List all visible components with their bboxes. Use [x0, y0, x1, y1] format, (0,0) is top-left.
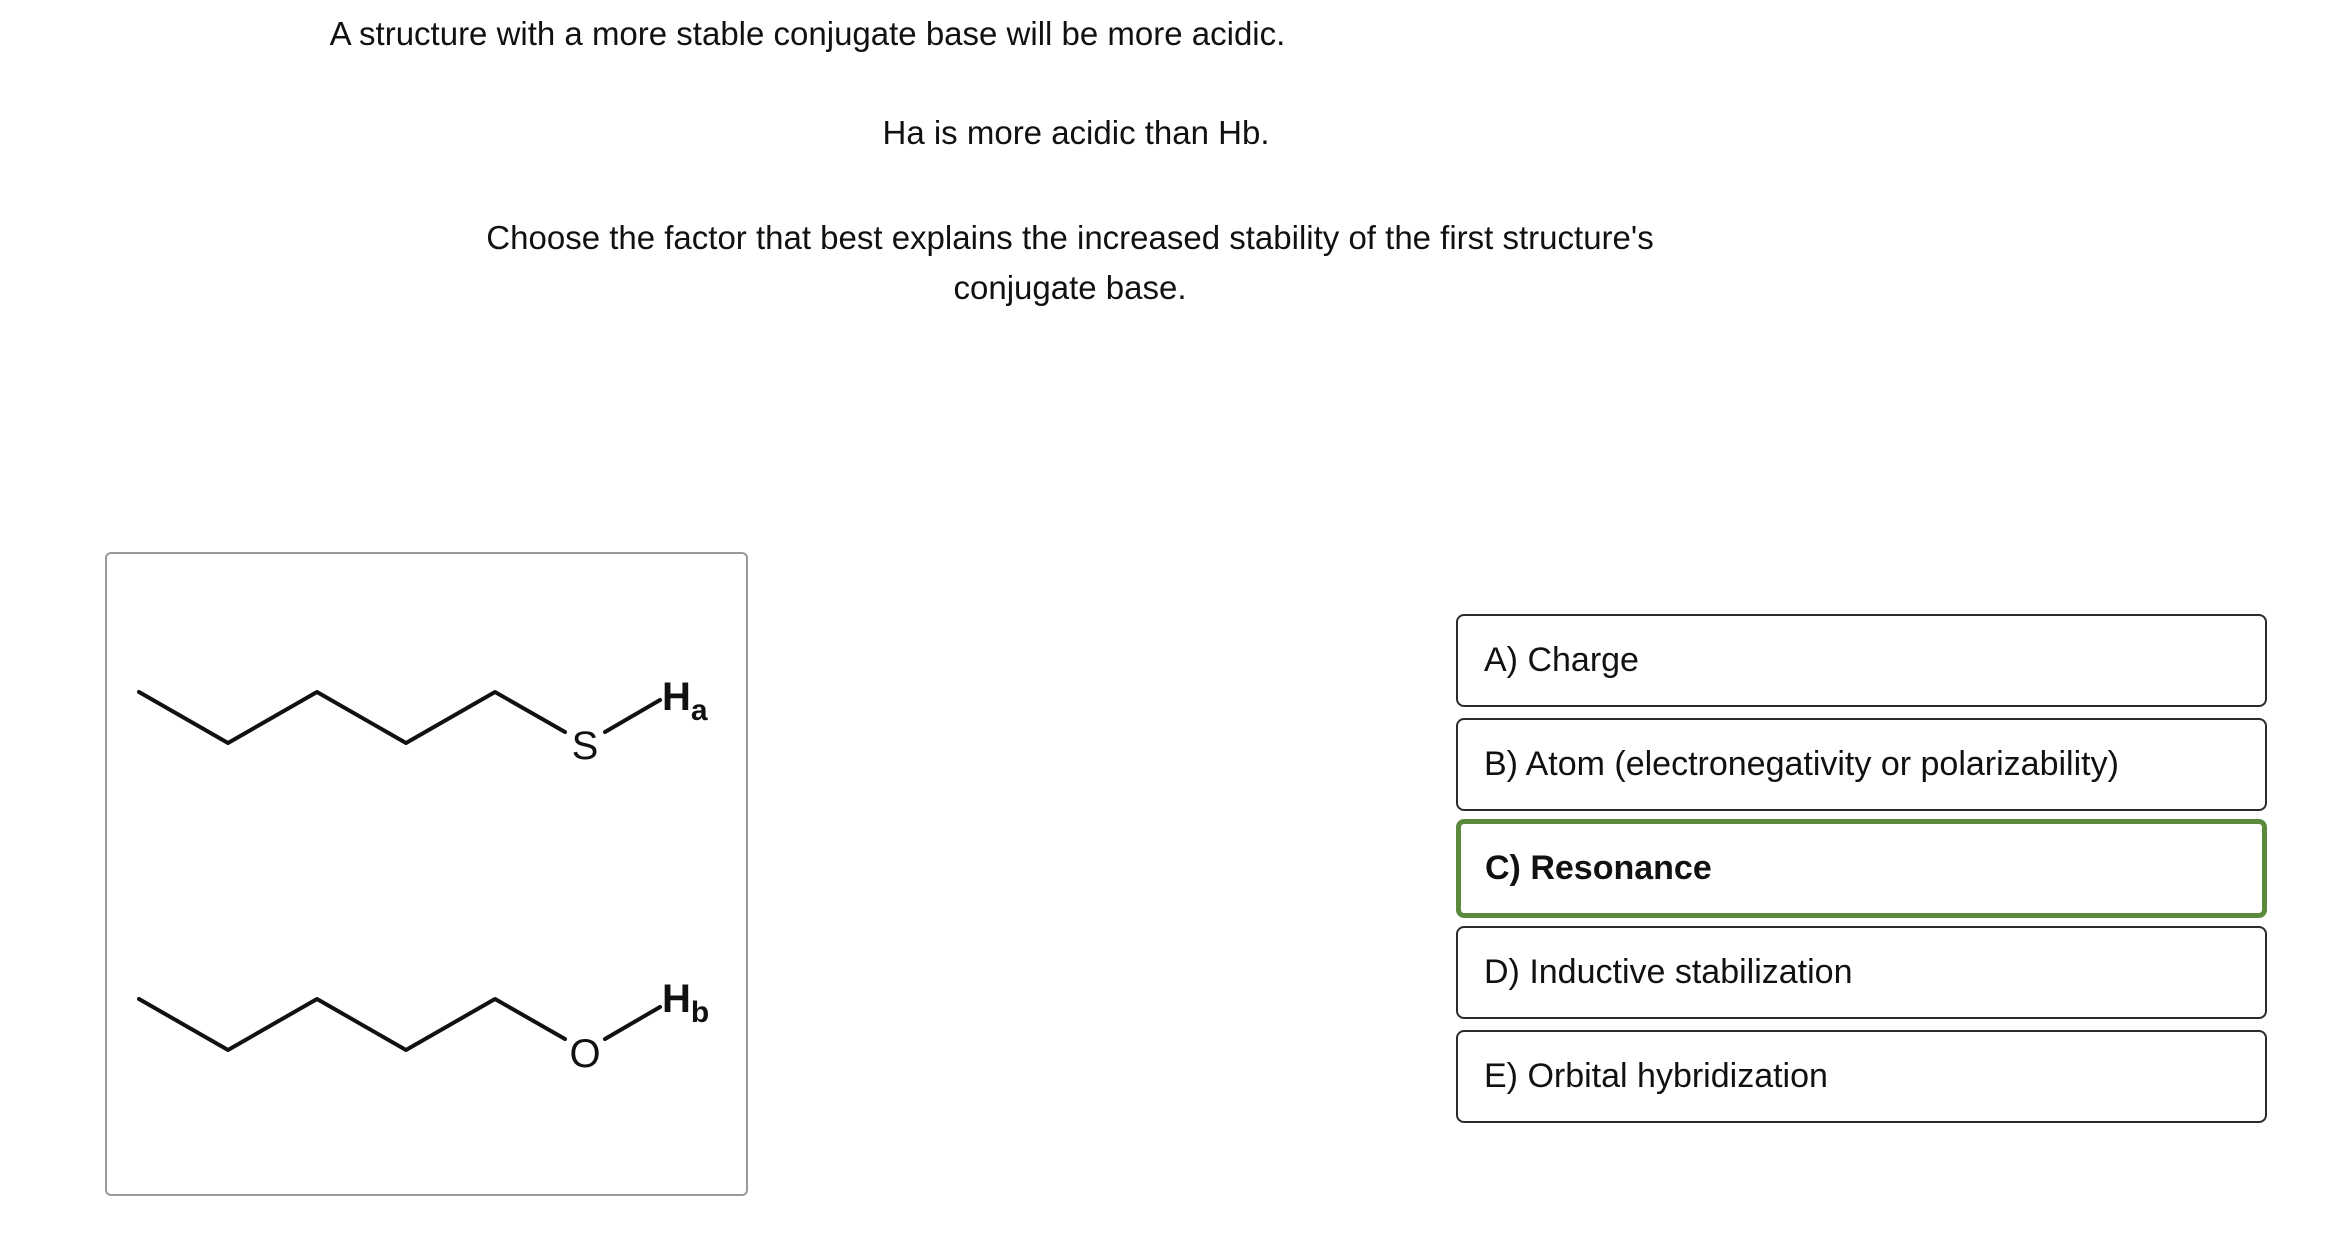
thiol-carbon-chain — [139, 692, 565, 743]
alcohol-carbon-chain — [139, 999, 565, 1050]
intro-text: A structure with a more stable conjugate base will be more acidic. — [329, 15, 1286, 52]
thiol-sulfur-label: S — [571, 724, 599, 768]
structure-panel — [105, 552, 748, 1196]
thiol-s-h-bond — [605, 700, 660, 732]
thiol-h-subscript: a — [690, 694, 708, 727]
answer-options — [1456, 614, 2267, 1134]
option-a-charge[interactable]: A) Charge — [1456, 614, 2267, 707]
molecule-drawing — [107, 554, 750, 1198]
alcohol-h: H — [662, 977, 691, 1021]
claim-text: Ha is more acidic than Hb. — [882, 114, 1270, 151]
alcohol-o-h-bond — [605, 1007, 660, 1039]
question-prompt: Choose the factor that best explains the increased stability of the first structure's conjugate base. — [486, 219, 1654, 306]
option-e-hybridization[interactable]: E) Orbital hybridization — [1456, 1030, 2267, 1123]
alcohol-hydrogen-label — [662, 977, 709, 1029]
option-b-atom[interactable]: B) Atom (electronegativity or polarizability) — [1456, 718, 2267, 811]
alcohol-oxygen-label: O — [569, 1032, 601, 1076]
option-c-resonance[interactable]: C) Resonance — [1456, 819, 2267, 918]
thiol-h: H — [662, 675, 691, 719]
alcohol-h-subscript: b — [690, 996, 710, 1029]
option-d-inductive[interactable]: D) Inductive stabilization — [1456, 926, 2267, 1019]
thiol-hydrogen-label — [662, 675, 708, 727]
